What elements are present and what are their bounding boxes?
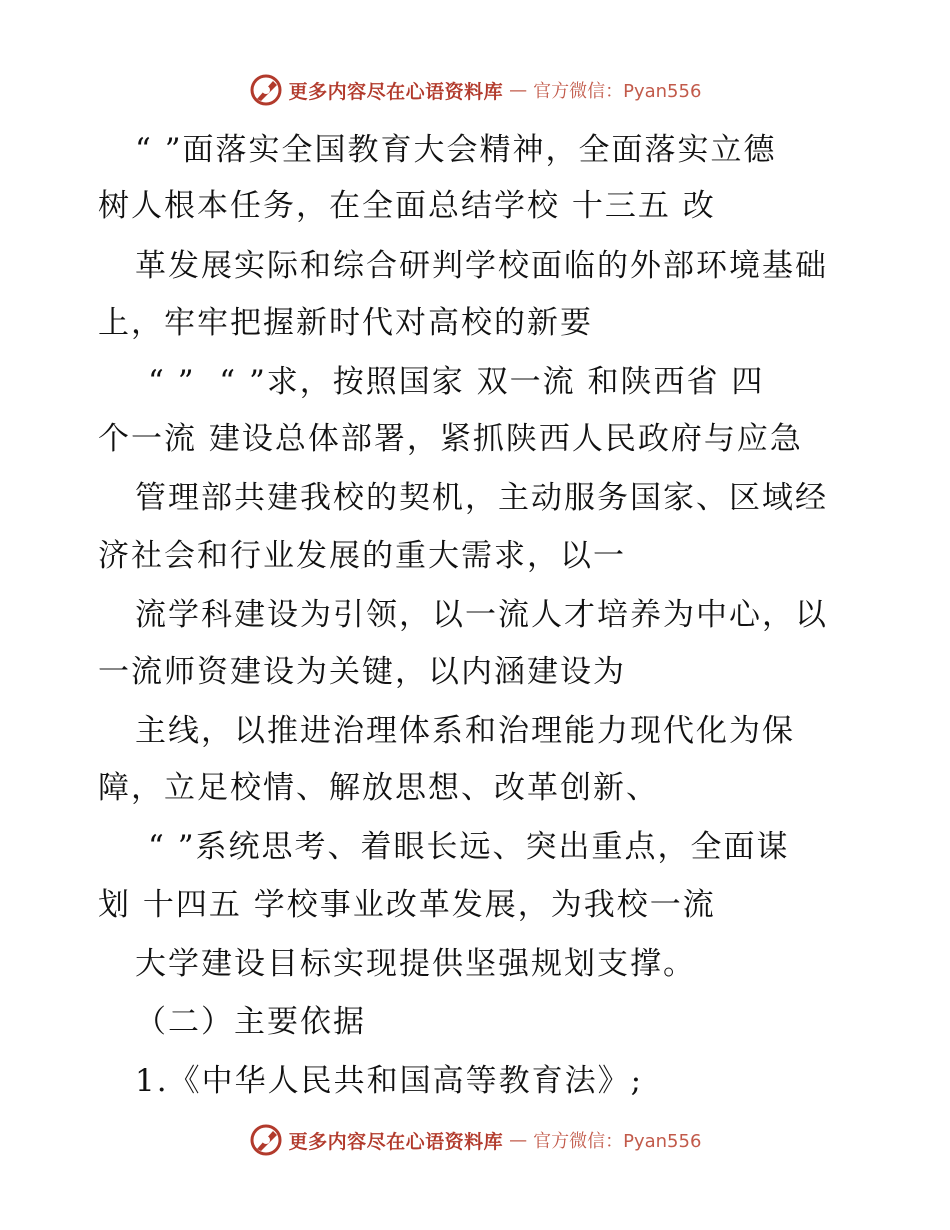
paragraph-line: 个一流 建设总体部署，紧抓陕西人民政府与应急 bbox=[98, 421, 803, 457]
banner-main-text: 更多内容尽在心语资料库 bbox=[288, 1130, 504, 1153]
paragraph-line: 大学建设目标实现提供坚强规划支撑。 bbox=[135, 946, 696, 982]
paragraph-line: 革发展实际和综合研判学校面临的外部环境基础 bbox=[135, 248, 828, 284]
paragraph-line: 流学科建设为引领，以一流人才培养为中心，以 bbox=[135, 597, 828, 633]
red-pen-circle-logo-icon bbox=[249, 73, 283, 107]
paragraph-line: 障，立足校情、解放思想、改革创新、 bbox=[98, 770, 659, 806]
header-watermark-banner bbox=[0, 70, 950, 110]
banner-dash: — bbox=[509, 79, 528, 101]
paragraph-line: 主线，以推进治理体系和治理能力现代化为保 bbox=[135, 713, 795, 749]
paragraph-line: “ ”系统思考、着眼长远、突出重点，全面谋 bbox=[148, 829, 790, 865]
banner-sub-text: 官方微信：Pyan556 bbox=[533, 81, 702, 102]
paragraph-line: 树人根本任务，在全面总结学校 十三五 改 bbox=[98, 188, 716, 224]
paragraph-line: 一流师资建设为关键，以内涵建设为 bbox=[98, 654, 626, 690]
section-heading: （二）主要依据 bbox=[135, 1004, 366, 1040]
paragraph-line: 管理部共建我校的契机，主动服务国家、区域经 bbox=[135, 480, 828, 516]
banner-dash: — bbox=[509, 1129, 528, 1151]
banner-sub-text: 官方微信：Pyan556 bbox=[533, 1131, 702, 1152]
list-item: 1.《中华人民共和国高等教育法》; bbox=[135, 1063, 644, 1099]
footer-watermark-banner bbox=[0, 1120, 950, 1160]
paragraph-line: “ ” “ ”求，按照国家 双一流 和陕西省 四 bbox=[148, 364, 765, 400]
paragraph-line: 划 十四五 学校事业改革发展，为我校一流 bbox=[98, 887, 716, 923]
paragraph-line: 上，牢牢把握新时代对高校的新要 bbox=[98, 305, 593, 341]
red-pen-circle-logo-icon bbox=[249, 1123, 283, 1157]
paragraph-line: “ ”面落实全国教育大会精神，全面落实立德 bbox=[135, 132, 777, 168]
paragraph-line: 济社会和行业发展的重大需求，以一 bbox=[98, 538, 626, 574]
banner-main-text: 更多内容尽在心语资料库 bbox=[288, 80, 504, 103]
